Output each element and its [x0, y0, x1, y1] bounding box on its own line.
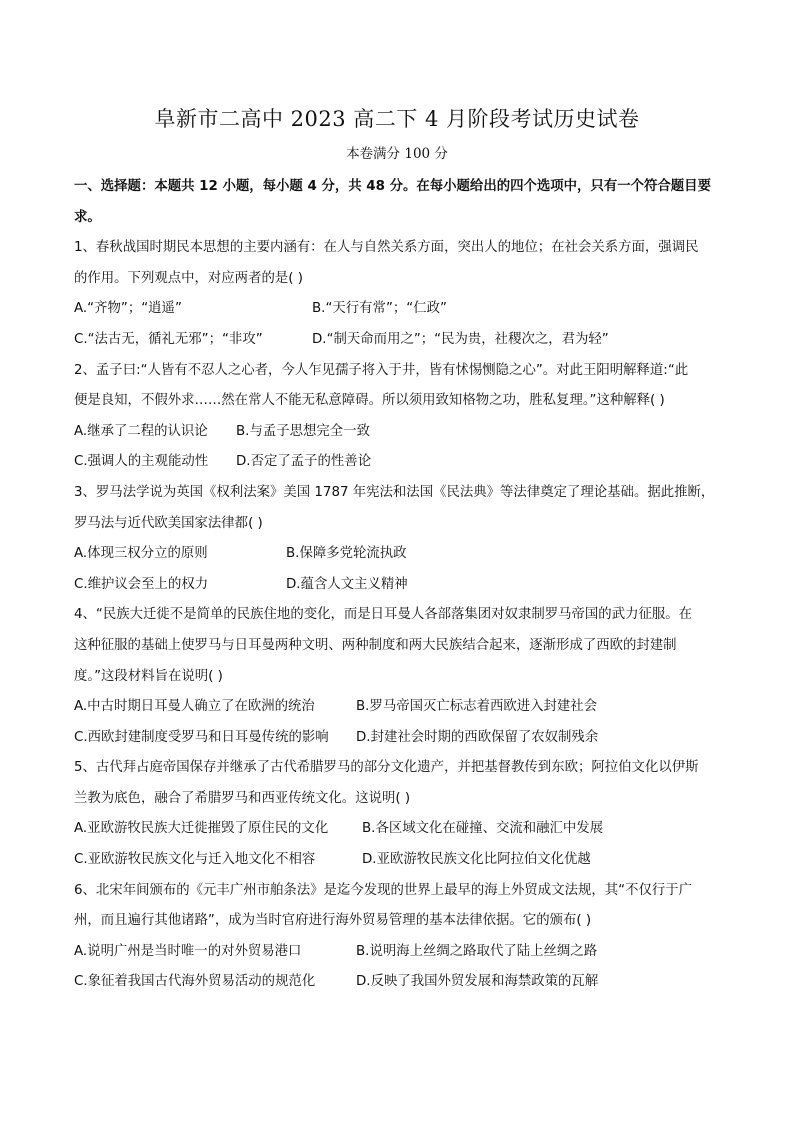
option-c: C.维护议会至上的权力 [74, 576, 209, 592]
option-b: B.保障多党轮流执政 [286, 546, 407, 562]
option-row [74, 447, 726, 478]
option-d: D.“制天命而用之”；“民为贵，社稷次之，君为轻” [312, 331, 609, 347]
option-b: B.罗马帝国灭亡标志着西欧进入封建社会 [356, 699, 598, 715]
question-5 [74, 753, 726, 875]
option-row [74, 967, 726, 998]
option-a: A.中古时期日耳曼人确立了在欧洲的统治 [74, 699, 315, 715]
exam-content [74, 172, 726, 998]
question-stem-line: 5、古代拜占庭帝国保存并继承了古代希腊罗马的部分文化遗产，并把基督教传到东欧；阿拉伯文化以伊斯 [74, 760, 699, 776]
option-d: D.蕴含人文主义精神 [286, 576, 408, 592]
option-d: D.封建社会时期的西欧保留了农奴制残余 [356, 729, 599, 745]
option-a: A.说明广州是当时唯一的对外贸易港口 [74, 943, 302, 959]
option-row [74, 325, 726, 356]
question-stem-line: 2、孟子曰:“人皆有不忍人之心者，今人乍见孺子将入于井，皆有怵惕恻隐之心”。对此王阳明解释道:“此 [74, 362, 689, 378]
question-stem-line: 4、“民族大迁徙不是简单的民族住地的变化，而是日耳曼人各部落集团对奴隶制罗马帝国的武力征服。在 [74, 607, 693, 623]
option-row [74, 539, 726, 570]
question-stem-line: 度。”这段材料旨在说明( ) [74, 668, 223, 684]
option-d: D.反映了我国外贸发展和海禁政策的瓦解 [356, 974, 599, 990]
question-stem-line: 州，而且遍行其他诸路”，成为当时官府进行海外贸易管理的基本法律依据。它的颁布( ) [74, 913, 592, 929]
option-row [74, 294, 726, 325]
option-c: C.“法古无，循礼无邪”；“非攻” [74, 331, 263, 347]
question-stem-line: 的作用。下列观点中，对应两者的是( ) [74, 270, 303, 286]
option-row [74, 692, 726, 723]
page-title: 阜新市二高中 2023 高二下 4 月阶段考试历史试卷 [154, 107, 640, 131]
option-d: D.亚欧游牧民族文化比阿拉伯文化优越 [362, 852, 591, 868]
question-stem-line: 这种征服的基础上使罗马与日耳曼两种文明、两种制度和两大民族结合起来，逐渐形成了西欧的封建制 [74, 637, 677, 653]
option-c: C.西欧封建制度受罗马和日耳曼传统的影响 [74, 729, 329, 745]
question-stem-line: 1、春秋战国时期民本思想的主要内涵有：在人与自然关系方面，突出人的地位；在社会关系方面，强调民 [74, 240, 699, 256]
question-2 [74, 356, 726, 478]
question-6 [74, 876, 726, 998]
question-stem-line: 罗马法与近代欧美国家法律都( ) [74, 515, 263, 531]
question-3 [74, 478, 726, 600]
option-row [74, 937, 726, 968]
question-stem-line: 6、北宋年间颁布的《元丰广州市舶条法》是迄今发现的世界上最早的海上外贸成文法规，其“不仅行于广 [74, 882, 693, 898]
page-subtitle: 本卷满分 100 分 [346, 146, 448, 162]
question-stem-line: 兰教为底色，融合了希腊罗马和西亚传统文化。这说明( ) [74, 790, 411, 806]
question-1 [74, 233, 726, 355]
question-4 [74, 600, 726, 753]
section-heading [74, 172, 726, 233]
option-a: A.继承了二程的认识论 [74, 423, 208, 439]
option-c: C.象征着我国古代海外贸易活动的规范化 [74, 974, 316, 990]
option-row [74, 570, 726, 601]
option-b: B.各区域文化在碰撞、交流和融汇中发展 [362, 821, 604, 837]
option-b: B.“天行有常”；“仁政” [312, 301, 447, 317]
option-row [74, 814, 726, 845]
section-heading-line: 求。 [74, 209, 101, 225]
option-d: D.否定了孟子的性善论 [236, 454, 372, 470]
question-stem-line: 便是良知，不假外求……然在常人不能无私意障碍。所以须用致知格物之功，胜私复理。”这种解释( ) [74, 393, 665, 409]
option-a: A.“齐物”；“逍遥” [74, 301, 182, 317]
option-c: C.强调人的主观能动性 [74, 454, 209, 470]
option-b: B.说明海上丝绸之路取代了陆上丝绸之路 [356, 943, 598, 959]
question-stem-line: 3、罗马法学说为英国《权利法案》美国 1787 年宪法和法国《民法典》等法律奠定了理论基础。据此推断， [74, 484, 715, 500]
option-row [74, 845, 726, 876]
option-row [74, 417, 726, 448]
option-row [74, 723, 726, 754]
option-a: A.亚欧游牧民族大迁徙摧毁了原住民的文化 [74, 821, 329, 837]
option-b: B.与孟子思想完全一致 [236, 423, 370, 439]
option-c: C.亚欧游牧民族文化与迁入地文化不相容 [74, 852, 316, 868]
option-a: A.体现三权分立的原则 [74, 546, 208, 562]
section-heading-line: 一、选择题：本题共 12 小题，每小题 4 分，共 48 分。在每小题给出的四个选项中，只有一个符合题目要 [74, 179, 711, 194]
